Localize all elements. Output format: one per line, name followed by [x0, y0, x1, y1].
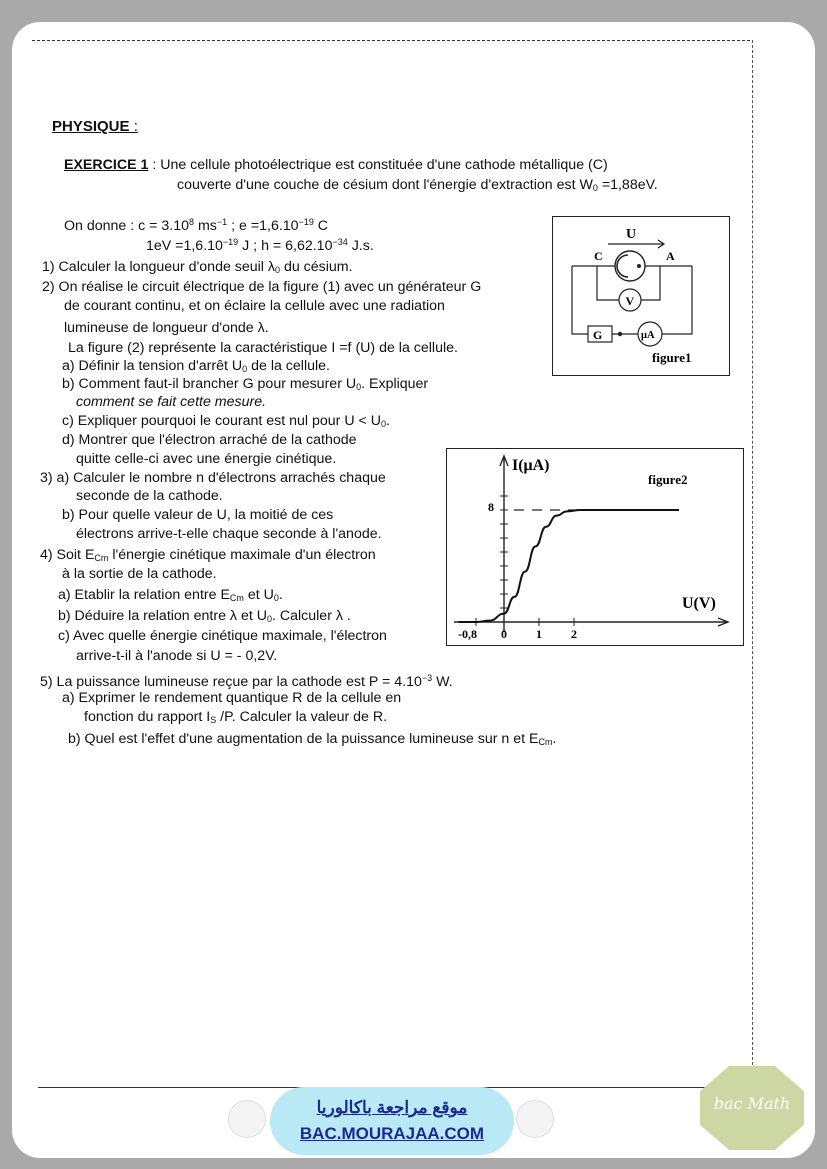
- q2c-text: c) Expliquer pourquoi le courant est nul pour U < U: [62, 413, 381, 429]
- q5b-text-end: .: [552, 731, 557, 747]
- figure1-label-g: G: [593, 328, 603, 342]
- q2a-text-end: de la cellule.: [247, 358, 330, 374]
- section-title: [52, 119, 138, 135]
- question-4b: [58, 608, 351, 627]
- figure2-chart: [446, 448, 744, 646]
- question-2a: [62, 358, 330, 377]
- given-e-unit: C: [313, 218, 329, 234]
- figure2-x-tick-label: 2: [571, 627, 577, 641]
- figure1-label-a: A: [666, 249, 675, 263]
- q4b-text: b) Déduire la relation entre λ et U: [58, 608, 267, 624]
- question-4c-line1: c) Avec quelle énergie cinétique maximale, l'électron: [58, 628, 387, 644]
- exercise-sep: :: [148, 157, 161, 173]
- question-5-line1: [40, 670, 453, 690]
- q4-text: 4) Soit E: [40, 547, 95, 563]
- question-2d-line1: d) Montrer que l'électron arraché de la cathode: [62, 432, 357, 448]
- figure2-x-tick-label: 1: [536, 627, 542, 641]
- q2c-text-end: .: [386, 413, 390, 429]
- q5b-text: b) Quel est l'effet d'une augmentation de la puissance lumineuse sur n et E: [68, 731, 539, 747]
- q4a-text: a) Etablir la relation entre E: [58, 587, 230, 603]
- question-5b: [68, 731, 556, 750]
- q5a-text: fonction du rapport I: [84, 709, 211, 725]
- given-h: J ; h = 6,62.10: [238, 238, 333, 254]
- q2c-sub: 0: [381, 419, 387, 429]
- intro2-sub: 0: [592, 183, 598, 193]
- q2b-text: b) Comment faut-il brancher G pour mesurer U: [62, 376, 357, 392]
- figure2-x-tick-label: 0: [501, 627, 507, 641]
- question-2-line2: de courant continu, et on éclaire la cellule avec une radiation: [64, 298, 445, 314]
- q5a-sub: S: [210, 715, 217, 725]
- q5-exp: −3: [421, 673, 433, 683]
- q2b-sub: 0: [356, 382, 362, 392]
- right-dashed-border: [752, 40, 753, 1080]
- given-line2: [146, 234, 374, 254]
- q1-sub: 0: [275, 265, 281, 275]
- figure1-label-ua: μA: [641, 330, 655, 341]
- question-4a: [58, 587, 283, 606]
- given-c-unit: ms: [194, 218, 217, 234]
- q5a-text-end: /P. Calculer la valeur de R.: [216, 709, 388, 725]
- question-2-line3: lumineuse de longueur d'onde λ.: [64, 320, 269, 336]
- question-2c: [62, 413, 390, 432]
- figure1-svg: [552, 216, 730, 376]
- given-line1: [64, 214, 328, 234]
- figure2-y-label: I(μA): [512, 457, 550, 474]
- q1-text-end: du césium.: [280, 259, 353, 275]
- footer-url-link[interactable]: BAC.MOURAJAA.COM: [299, 1124, 485, 1143]
- question-3-line1: 3) a) Calculer le nombre n d'électrons arrachés chaque: [40, 470, 386, 486]
- figure1-frame: [553, 217, 730, 376]
- given-h-exp: −34: [332, 237, 348, 247]
- given-ev: 1eV =1,6.10: [146, 238, 223, 254]
- q4a-text-mid: et U: [243, 587, 274, 603]
- question-4c-line2: arrive-t-il à l'anode si U = - 0,2V.: [76, 648, 278, 664]
- figure1-label-u: U: [626, 227, 637, 242]
- question-5a-line2: [84, 709, 387, 728]
- given-e-exp: −19: [298, 217, 314, 227]
- figure2-x-label: U(V): [682, 595, 716, 612]
- q4b-sub: 0: [266, 614, 272, 624]
- q5-text: 5) La puissance lumineuse reçue par la cathode est P = 4.10: [40, 674, 422, 690]
- q5-unit: W.: [432, 674, 453, 690]
- figure2-saturation-label: 8: [488, 500, 494, 514]
- q4-text-end: l'énergie cinétique maximale d'un électron: [108, 547, 376, 563]
- question-2-line4: La figure (2) représente la caractéristique I =f (U) de la cellule.: [68, 340, 458, 356]
- given-c-unit-exp: −1: [216, 217, 228, 227]
- question-3-line3: b) Pour quelle valeur de U, la moitié de ces: [62, 507, 334, 523]
- q4a-sub1: Cm: [229, 593, 244, 603]
- figure2-svg: [446, 448, 744, 646]
- bacmath-brand: bac Math: [713, 1094, 791, 1113]
- q4a-sub2: 0: [273, 593, 279, 603]
- intro2-text: couverte d'une couche de césium dont l'énergie d'extraction est W: [177, 177, 593, 193]
- given-e: ; e =1,6.10: [227, 218, 299, 234]
- q2a-text: a) Définir la tension d'arrêt U: [62, 358, 243, 374]
- q5b-sub: Cm: [538, 737, 553, 747]
- top-dashed-border: [32, 40, 750, 41]
- exercise-intro-line2: [177, 177, 658, 196]
- figure1-label-v: V: [625, 294, 635, 308]
- question-5a-line1: a) Exprimer le rendement quantique R de la cellule en: [62, 690, 402, 706]
- q2a-sub: 0: [242, 364, 248, 374]
- exercise-intro-text1: Une cellule photoélectrique est constituée d'une cathode métallique (C): [160, 157, 608, 173]
- given-h-unit: J.s.: [347, 238, 374, 254]
- q4-sub: Cm: [94, 553, 109, 563]
- q4a-text-end: .: [278, 587, 283, 603]
- q1-text: 1) Calculer la longueur d'onde seuil λ: [42, 259, 275, 275]
- question-1: [42, 259, 353, 278]
- right-logo-icon: [516, 1100, 554, 1138]
- figure2-caption: figure2: [648, 472, 688, 487]
- exercise-label: EXERCICE 1: [64, 157, 149, 173]
- figure2-x-tick-label: -0,8: [458, 627, 477, 641]
- question-2d-line2: quitte celle-ci avec une énergie cinétique.: [76, 451, 337, 467]
- figure2-frame: [447, 449, 744, 646]
- intro2-value: =1,88eV.: [597, 177, 658, 193]
- figure1-caption: figure1: [652, 350, 692, 365]
- exercise-intro-line1: [64, 157, 608, 173]
- question-2b-line1: [62, 376, 428, 395]
- anode-icon: [637, 264, 641, 268]
- question-4-line1: [40, 547, 376, 566]
- footer-arabic-title[interactable]: موقع مراجعة باكالوريا: [316, 1098, 468, 1117]
- question-4-line2: à la sortie de la cathode.: [62, 566, 217, 582]
- section-title-suffix: :: [129, 118, 138, 135]
- figure1-circuit: [552, 216, 730, 376]
- figure1-node: [618, 332, 622, 336]
- figure1-label-c: C: [594, 249, 603, 263]
- given-ev-exp: −19: [222, 237, 239, 247]
- left-logo-icon: [228, 1100, 266, 1138]
- question-2b-line2: comment se fait cette mesure.: [76, 394, 267, 410]
- q2b-text-end: . Expliquer: [361, 376, 429, 392]
- question-3-line4: électrons arrive-t-elle chaque seconde à l'anode.: [76, 526, 382, 542]
- question-3-line2: seconde de la cathode.: [76, 488, 223, 504]
- q4b-text-end: . Calculer λ .: [272, 608, 351, 624]
- question-2-line1: 2) On réalise le circuit électrique de la figure (1) avec un générateur G: [42, 279, 482, 295]
- given-c-exp: 8: [189, 217, 195, 227]
- section-title-text: PHYSIQUE: [52, 118, 130, 135]
- given-c: On donne : c = 3.10: [64, 218, 190, 234]
